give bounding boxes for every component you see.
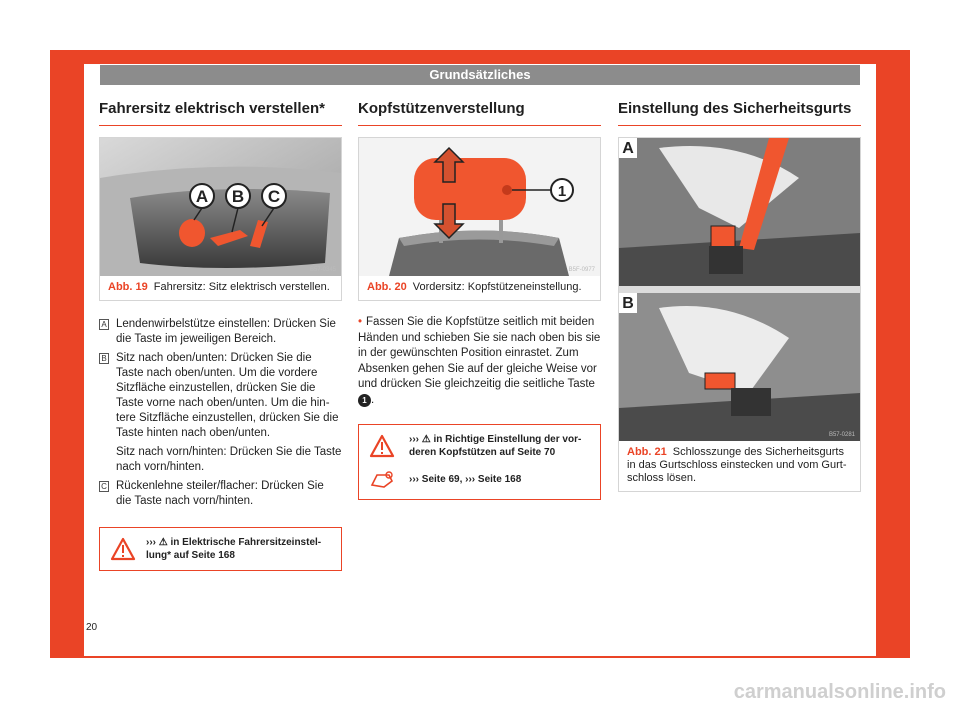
figure-code: B5F-0977 bbox=[568, 267, 595, 273]
warning-box-headrest bbox=[358, 424, 601, 500]
caption-seat bbox=[100, 276, 341, 300]
caption-text: Vordersitz: Kopfstützeneinstellung. bbox=[412, 281, 582, 293]
abb-number: Abb. 20 bbox=[367, 281, 407, 293]
heading-seatbelt: Einstellung des Sicherheitsgurts bbox=[618, 100, 861, 126]
item-mark: A bbox=[99, 319, 109, 330]
item-text: Rückenlehne steiler/flacher: Drücken Sie die Taste nach vorn/hinten. bbox=[116, 480, 324, 507]
warning-icon bbox=[110, 537, 136, 561]
note-icon bbox=[369, 467, 395, 491]
caption-seatbelt bbox=[619, 441, 860, 491]
warning-icon bbox=[369, 434, 395, 458]
seat-illustration bbox=[100, 138, 341, 276]
item-extra: Sitz nach vorn/hinten: Drücken Sie die Taste nach vorn/hinten. bbox=[116, 446, 342, 473]
list-item bbox=[99, 479, 342, 509]
caption-text: Schlosszunge des Sicherheitsgurts in das Gurtschloss einstecken und vom Gurt-schloss lösen. bbox=[627, 446, 847, 484]
heading-seat: Fahrersitz elektrisch verstellen* bbox=[99, 100, 342, 126]
warning-link[interactable]: ››› ⚠ in Elektrische Fahrersitzeinstel-lung* auf Seite 168 bbox=[146, 537, 322, 561]
item-text: Lendenwirbelstütze einstellen: Drücken Sie die Taste im jeweiligen Bereich. bbox=[116, 318, 336, 345]
page-number: 20 bbox=[86, 622, 98, 633]
warning-box-seat bbox=[99, 527, 342, 571]
list-item bbox=[99, 351, 342, 441]
headrest-instructions: • Fassen Sie die Kopfstütze seitlich mit beiden Händen und schieben Sie sie nach oben bis sie in der gewünschten Position einrastet. Zum Absenken gehen Sie auf der gleiche Weise vor und drücken Sie gleichzeitig die seitliche Taste 1 . bbox=[358, 316, 601, 406]
item-mark: B bbox=[99, 353, 109, 364]
section-header: Grundsätzliches bbox=[100, 65, 860, 85]
item-mark: C bbox=[99, 481, 109, 492]
figure-code: B57-0345 bbox=[309, 267, 336, 273]
label-b: B bbox=[622, 295, 634, 312]
caption-headrest bbox=[359, 276, 600, 300]
watermark-text: carmanualsonline.info bbox=[733, 681, 946, 703]
figure-headrest bbox=[358, 137, 601, 301]
warning-link[interactable]: ››› ⚠ in Richtige Einstellung der vor-deren Kopfstützen auf Seite 70 bbox=[409, 434, 582, 458]
label-a: A bbox=[622, 140, 634, 157]
item-text: Sitz nach oben/unten: Drücken Sie die Taste nach oben/unten. Um die vordere Sitzfläche einzustellen, drücken Sie die Taste vorne nach oben/unten. Um die hin-tere Sitzfläche einzustellen, drücken Sie die Taste hinten nach oben/unten. bbox=[116, 352, 339, 439]
seatbelt-illustration bbox=[619, 138, 860, 441]
figure-code: B57-0281 bbox=[828, 432, 855, 438]
abb-number: Abb. 19 bbox=[108, 281, 148, 293]
instruction-text: Fassen Sie die Kopfstütze seitlich mit beiden Händen und schieben Sie sie nach oben bis sie in der gewünschten Position einrastet. Zum Absenken gehen Sie auf der gleiche Weise vor und drücken Sie gleichzeitig die seitliche Taste bbox=[358, 316, 601, 390]
label-a: A bbox=[195, 187, 209, 206]
seatbelt-image bbox=[619, 138, 860, 441]
note-link[interactable]: ››› Seite 69, ››› Seite 168 bbox=[409, 473, 522, 485]
column-headrest bbox=[358, 100, 601, 500]
label-c: C bbox=[267, 187, 281, 206]
seat-instructions bbox=[99, 317, 342, 509]
label-b: B bbox=[231, 187, 245, 206]
heading-headrest: Kopfstützenverstellung bbox=[358, 100, 601, 126]
column-seat bbox=[99, 100, 342, 571]
headrest-image bbox=[359, 138, 600, 276]
abb-number: Abb. 21 bbox=[627, 446, 667, 458]
note-row bbox=[369, 467, 590, 491]
warning-row bbox=[369, 433, 590, 459]
label-1: 1 bbox=[557, 183, 567, 200]
headrest-illustration bbox=[359, 138, 600, 276]
figure-seat bbox=[99, 137, 342, 301]
button-number: 1 bbox=[358, 394, 371, 407]
bullet-icon: • bbox=[358, 316, 363, 328]
caption-text: Fahrersitz: Sitz elektrisch verstellen. bbox=[153, 281, 330, 293]
figure-seatbelt bbox=[618, 137, 861, 492]
column-seatbelt bbox=[618, 100, 861, 492]
list-item bbox=[99, 317, 342, 347]
seat-image bbox=[100, 138, 341, 276]
